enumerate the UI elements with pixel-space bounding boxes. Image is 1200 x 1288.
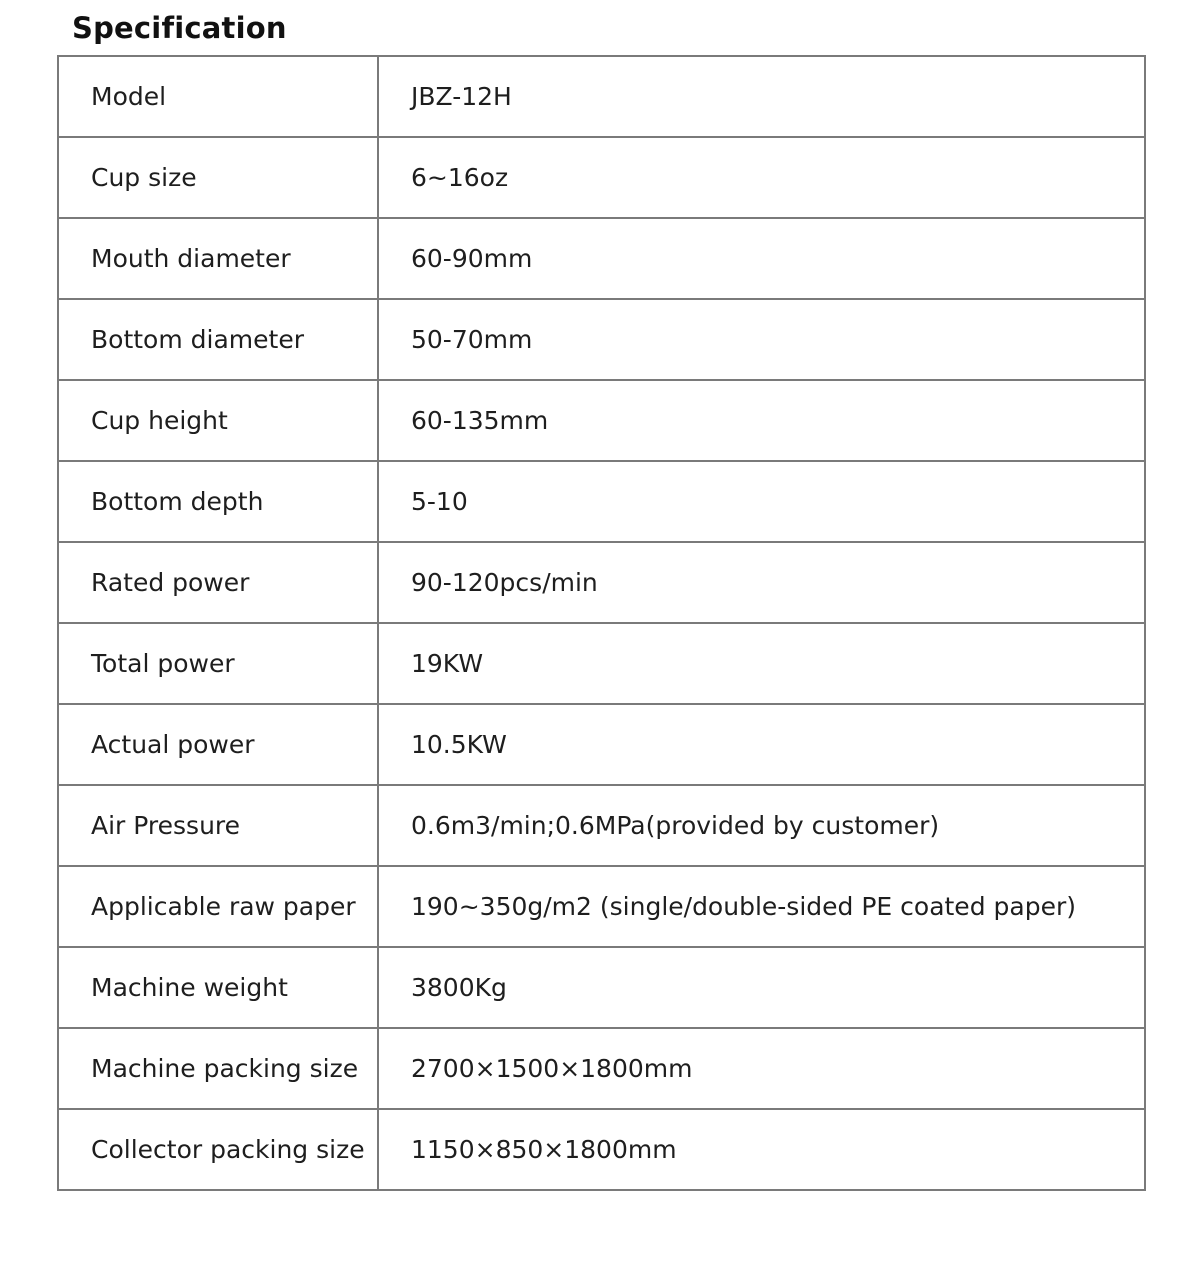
table-row bbox=[58, 704, 1145, 785]
row-value: 60-135mm bbox=[378, 380, 1145, 461]
row-label: Cup height bbox=[58, 380, 378, 461]
row-value: JBZ-12H bbox=[378, 56, 1145, 137]
row-label: Machine packing size bbox=[58, 1028, 378, 1109]
row-value: 1150×850×1800mm bbox=[378, 1109, 1145, 1190]
table-row bbox=[58, 380, 1145, 461]
row-label: Air Pressure bbox=[58, 785, 378, 866]
row-value: 5-10 bbox=[378, 461, 1145, 542]
row-label: Bottom depth bbox=[58, 461, 378, 542]
row-label: Actual power bbox=[58, 704, 378, 785]
row-value: 60-90mm bbox=[378, 218, 1145, 299]
row-label: Collector packing size bbox=[58, 1109, 378, 1190]
table-row bbox=[58, 218, 1145, 299]
row-value: 90-120pcs/min bbox=[378, 542, 1145, 623]
table-row bbox=[58, 542, 1145, 623]
row-label: Cup size bbox=[58, 137, 378, 218]
table-row bbox=[58, 866, 1145, 947]
table-row bbox=[58, 1109, 1145, 1190]
row-value: 50-70mm bbox=[378, 299, 1145, 380]
row-label: Machine weight bbox=[58, 947, 378, 1028]
page-title: Specification bbox=[72, 11, 287, 45]
table-row bbox=[58, 56, 1145, 137]
row-value: 190~350g/m2 (single/double-sided PE coated paper) bbox=[378, 866, 1145, 947]
row-value: 0.6m3/min;0.6MPa(provided by customer) bbox=[378, 785, 1145, 866]
row-value: 19KW bbox=[378, 623, 1145, 704]
table-row bbox=[58, 1028, 1145, 1109]
row-label: Mouth diameter bbox=[58, 218, 378, 299]
row-value: 10.5KW bbox=[378, 704, 1145, 785]
table-row bbox=[58, 785, 1145, 866]
table-row bbox=[58, 299, 1145, 380]
row-value: 6~16oz bbox=[378, 137, 1145, 218]
row-label: Total power bbox=[58, 623, 378, 704]
table-row bbox=[58, 461, 1145, 542]
table-row bbox=[58, 137, 1145, 218]
row-value: 3800Kg bbox=[378, 947, 1145, 1028]
specification-table bbox=[57, 55, 1146, 1191]
table-row bbox=[58, 623, 1145, 704]
row-label: Rated power bbox=[58, 542, 378, 623]
row-value: 2700×1500×1800mm bbox=[378, 1028, 1145, 1109]
table-row bbox=[58, 947, 1145, 1028]
row-label: Bottom diameter bbox=[58, 299, 378, 380]
row-label: Applicable raw paper bbox=[58, 866, 378, 947]
row-label: Model bbox=[58, 56, 378, 137]
